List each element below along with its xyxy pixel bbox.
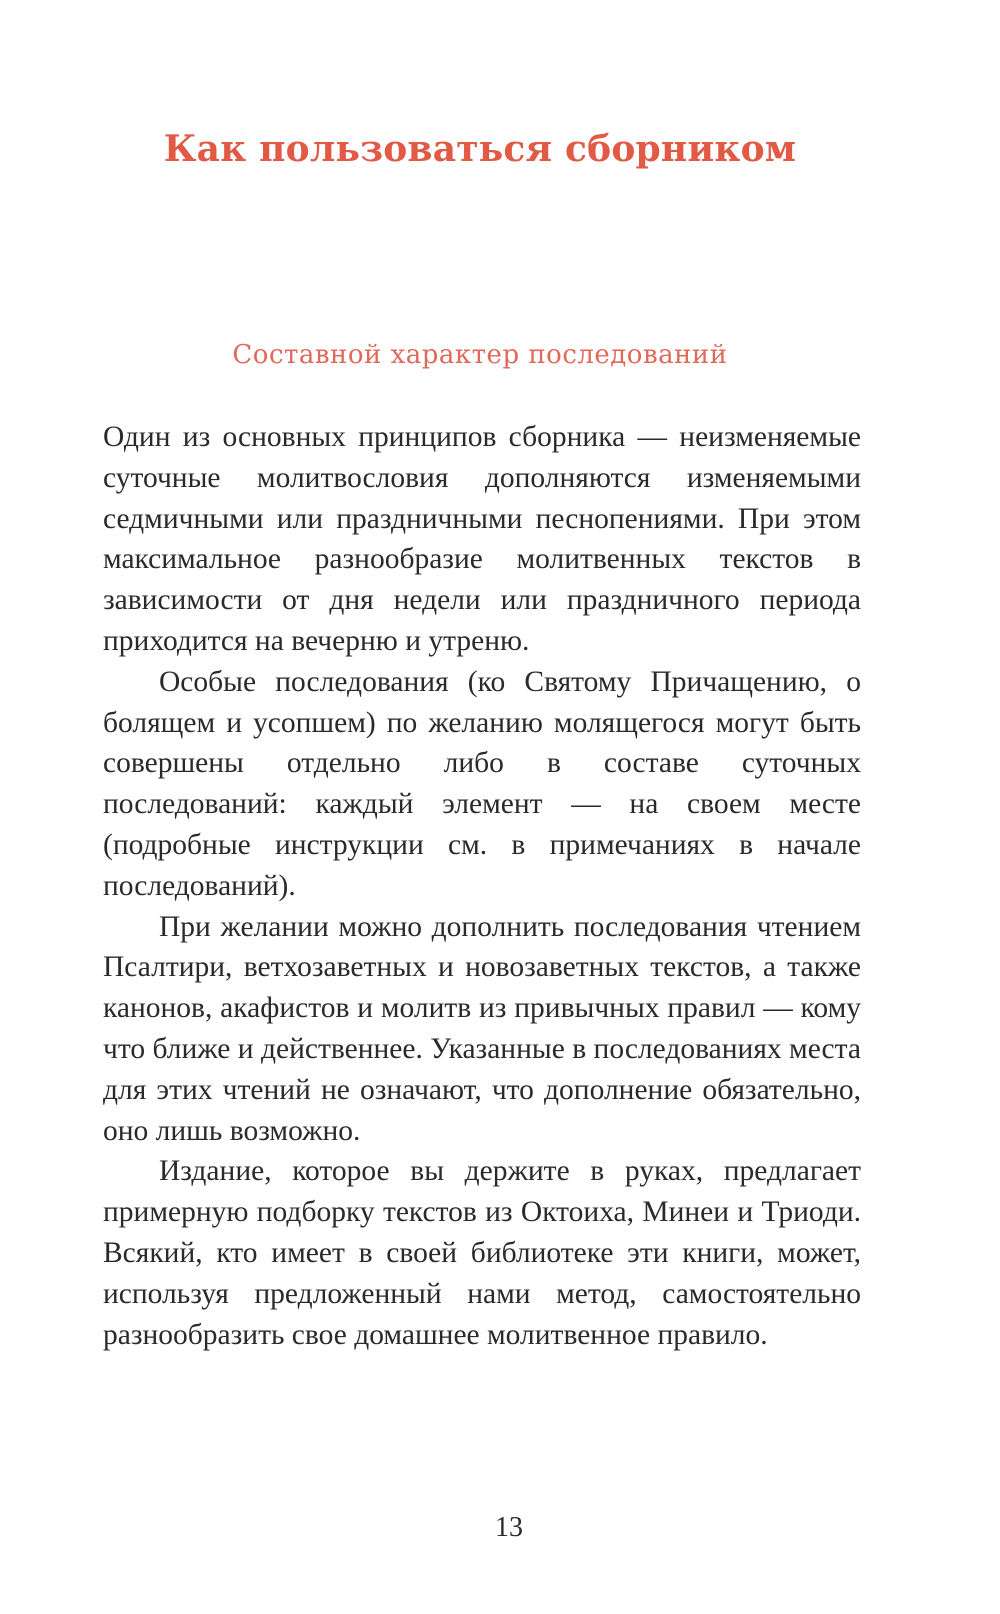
paragraph-4: Издание, которое вы держите в руках, предлагает примерную подборку текстов из Октоиха, Минеи и Триоди. Всякий, кто имеет в своей библиотеке эти книги, может, используя предложенный нами метод, самостоятельно разнообразить свое домашнее молитвенное правило. bbox=[103, 1155, 861, 1351]
paragraph-1: Один из основных принципов сборника — неизменяемые суточные молитвословия дополняются изменяемыми седмичными или праздничными песнопениями. При этом максимальное разнообразие молитвенных текстов в зависимости от дня недели или праздничного периода приходится на вечерню и утреню. bbox=[103, 421, 861, 657]
paragraph-3: При желании можно дополнить последования чтением Псалтири, ветхозаветных и новозаветных текстов, а также канонов, акафистов и молитв из привычных правил — кому что ближе и действеннее. Указанные в последованиях места для этих чтений не означают, что дополнение обязательно, оно лишь возможно. bbox=[103, 910, 861, 1147]
paragraph-2: Особые последования (ко Святому Причащению, о болящем и усопшем) по желанию молящегося могут быть совершены отдельно либо в составе суточных последований: каждый элемент — на своем месте (подробные инструкции см. в примечаниях в начале последований). bbox=[103, 665, 861, 902]
section-title: Составной характер последований bbox=[232, 340, 728, 370]
page-number: 13 bbox=[495, 1512, 523, 1543]
body-text bbox=[103, 417, 861, 1355]
chapter-title: Как пользоваться сборником bbox=[163, 128, 797, 170]
